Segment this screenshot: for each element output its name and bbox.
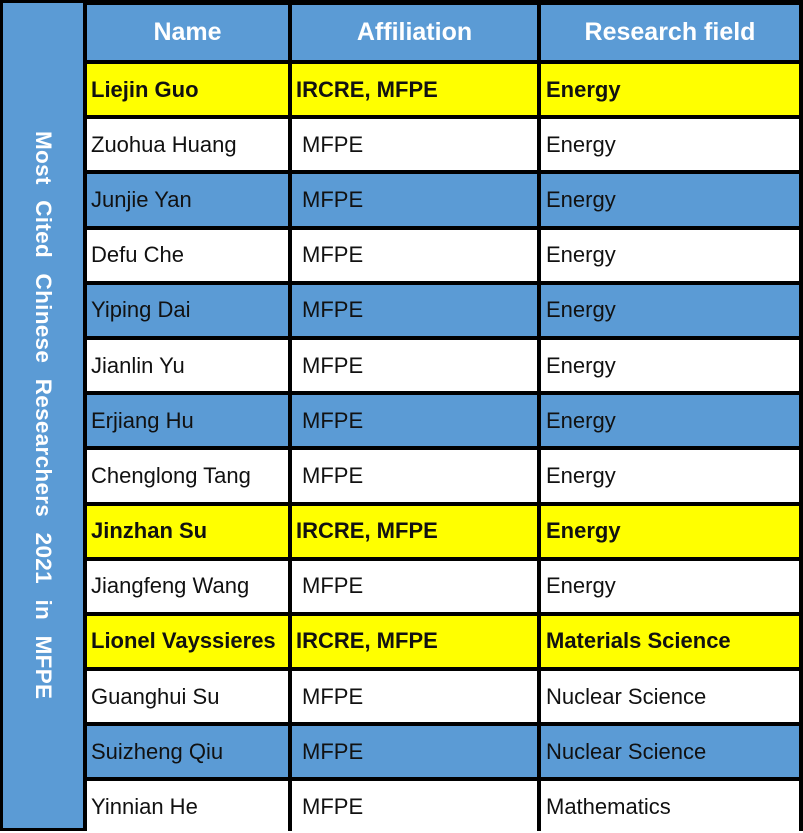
cell-name: Yiping Dai: [87, 285, 288, 336]
cell-affiliation: IRCRE, MFPE: [292, 64, 537, 115]
cell-research-field: Energy: [541, 174, 799, 225]
cell-affiliation: MFPE: [292, 726, 537, 777]
cell-research-field: Nuclear Science: [541, 726, 799, 777]
cell-research-field: Energy: [541, 285, 799, 336]
cell-name: Junjie Yan: [87, 174, 288, 225]
cell-name: Liejin Guo: [87, 64, 288, 115]
cell-name: Yinnian He: [87, 781, 288, 832]
cell-affiliation: MFPE: [292, 450, 537, 501]
side-title: Most Cited Chinese Researchers 2021 in MFPE: [31, 131, 56, 700]
cell-affiliation: MFPE: [292, 561, 537, 612]
cell-affiliation: MFPE: [292, 395, 537, 446]
cell-research-field: Energy: [541, 561, 799, 612]
cell-name: Defu Che: [87, 230, 288, 281]
cell-research-field: Energy: [541, 119, 799, 170]
header-research-field: Research field: [541, 5, 799, 60]
cell-research-field: Energy: [541, 395, 799, 446]
researchers-table: [87, 5, 799, 833]
cell-affiliation: MFPE: [292, 174, 537, 225]
cell-research-field: Energy: [541, 340, 799, 391]
cell-research-field: Mathematics: [541, 781, 799, 832]
cell-name: Jinzhan Su: [87, 506, 288, 557]
side-title-panel: [3, 3, 83, 828]
cell-affiliation: MFPE: [292, 781, 537, 832]
cell-affiliation: MFPE: [292, 285, 537, 336]
header-name: Name: [87, 5, 288, 60]
cell-research-field: Nuclear Science: [541, 671, 799, 722]
cell-name: Chenglong Tang: [87, 450, 288, 501]
cell-research-field: Energy: [541, 506, 799, 557]
cell-affiliation: IRCRE, MFPE: [292, 616, 537, 667]
cell-affiliation: MFPE: [292, 340, 537, 391]
cell-name: Zuohua Huang: [87, 119, 288, 170]
cell-name: Jianlin Yu: [87, 340, 288, 391]
cell-research-field: Energy: [541, 450, 799, 501]
cell-name: Jiangfeng Wang: [87, 561, 288, 612]
header-affiliation: Affiliation: [292, 5, 537, 60]
cell-research-field: Energy: [541, 64, 799, 115]
cell-affiliation: MFPE: [292, 119, 537, 170]
cell-name: Erjiang Hu: [87, 395, 288, 446]
cell-name: Lionel Vayssieres: [87, 616, 288, 667]
cell-name: Guanghui Su: [87, 671, 288, 722]
cell-affiliation: IRCRE, MFPE: [292, 506, 537, 557]
cell-research-field: Materials Science: [541, 616, 799, 667]
cell-affiliation: MFPE: [292, 671, 537, 722]
cell-name: Suizheng Qiu: [87, 726, 288, 777]
cell-research-field: Energy: [541, 230, 799, 281]
cell-affiliation: MFPE: [292, 230, 537, 281]
